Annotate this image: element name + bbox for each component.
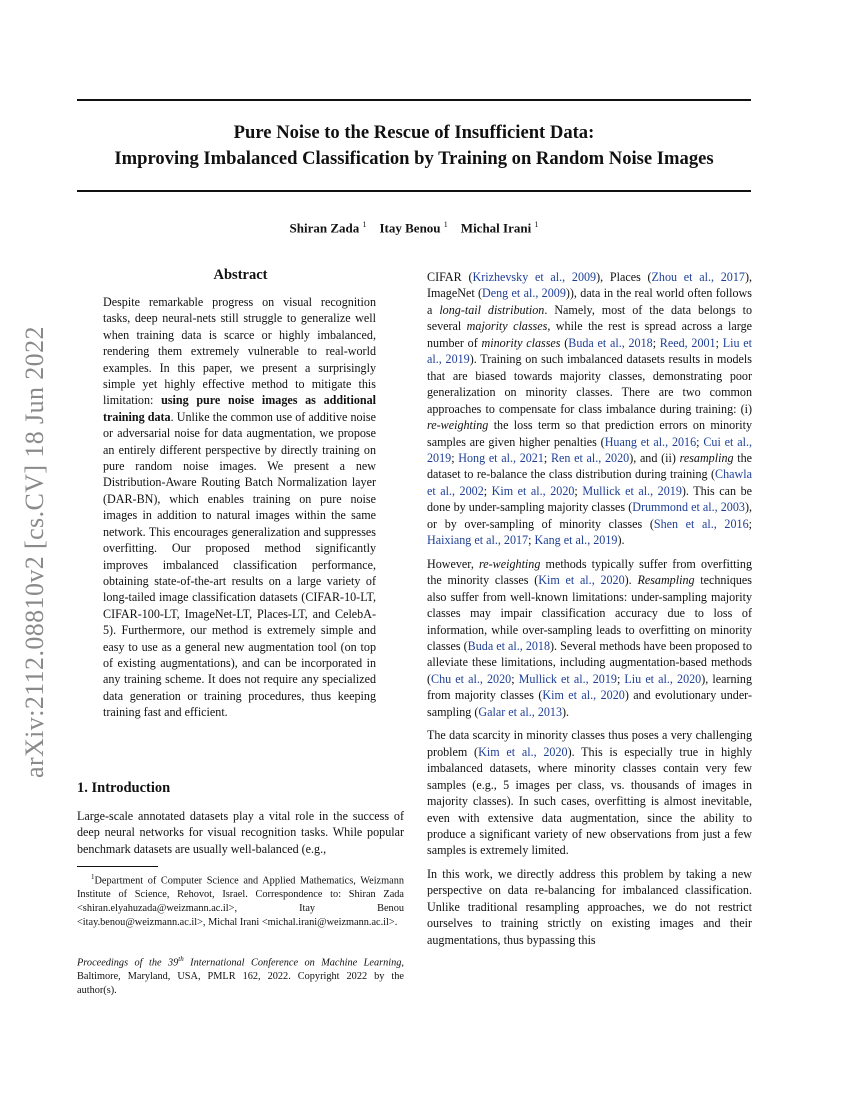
right-paragraph <box>427 866 752 948</box>
proceedings-italic: International Conference on Machine Learning <box>183 957 402 969</box>
citation-link[interactable]: Mullick et al., 2019 <box>518 671 617 686</box>
citation-link[interactable]: Liu et al., 2020 <box>624 671 702 686</box>
author-name: Itay Benou <box>379 220 441 236</box>
citation-link[interactable]: Ren et al., 2020 <box>550 450 630 465</box>
body-text: ; <box>543 450 551 465</box>
body-text: ; <box>715 335 723 350</box>
citation-link[interactable]: Zhou et al., 2017 <box>651 270 745 284</box>
author-affiliation-mark: 1 <box>443 220 448 229</box>
author-name: Michal Irani <box>460 220 532 236</box>
proceedings-italic: Proceedings of the <box>77 957 168 969</box>
emphasized-term: re-weighting <box>427 418 489 433</box>
body-text: techniques also suffer from well-known limitations: under-sampling majority classes may impair classification accuracy due to loss of information, while over-sampling leads to overfitting on minority classes ( <box>427 573 752 653</box>
author-affiliation-mark: 1 <box>534 220 539 229</box>
body-text: ). This can be done by under-sampling majority classes ( <box>427 483 752 515</box>
abstract-heading: Abstract <box>213 267 268 283</box>
citation-link[interactable]: Reed, 2001 <box>659 335 716 350</box>
citation-link[interactable]: Mullick et al., 2019 <box>582 483 682 498</box>
affiliation-footnote <box>77 870 404 930</box>
author-name: Shiran Zada <box>289 220 360 236</box>
citation-link[interactable]: Kim et al., 2020 <box>478 744 568 759</box>
body-text: the dataset to re-balance the class distribution during training ( <box>427 450 753 482</box>
abstract-bold-text: using pure noise images as additional training data <box>103 393 376 424</box>
body-text: ), Places ( <box>596 270 652 284</box>
body-text: )), data in the real world often follows a <box>427 286 752 317</box>
emphasized-term: majority classes <box>466 319 548 334</box>
body-text: ; <box>748 516 752 531</box>
title-bottom-rule <box>77 190 751 192</box>
proceedings-superscript: th <box>178 955 184 963</box>
body-text: ; <box>511 671 519 686</box>
body-text: , while the rest is spread across a large number of <box>427 319 752 350</box>
citation-link[interactable]: Chu et al., 2020 <box>431 671 512 686</box>
body-text: ). <box>624 573 638 588</box>
intro-paragraph: Large-scale annotated datasets play a vital role in the success of deep neural networks for visual recognition tasks. While popular benchmark datasets are usually well-balanced (e.g., <box>77 809 404 856</box>
citation-link[interactable]: Buda et al., 2018 <box>467 638 551 653</box>
body-text: ( <box>560 335 569 350</box>
proceedings-notice <box>77 952 404 998</box>
title-line-2: Improving Imbalanced Classification by Training on Random Noise Images <box>114 148 714 169</box>
right-paragraph <box>427 269 752 549</box>
body-text: ; <box>574 483 583 498</box>
abstract-text: Despite remarkable progress on visual recognition tasks, deep neural-nets still struggle to generalize well when training data is scarce or highly imbalanced, rendering them extremely vulnerable to real-world examples. In this paper, we present a surprisingly simple yet highly effective method to mitigate this limitation: <box>103 295 376 408</box>
body-text: ; <box>652 335 660 350</box>
citation-link[interactable]: Cui et al., 2019 <box>427 434 752 465</box>
author-affiliation-mark: 1 <box>362 220 367 229</box>
body-text: ), ImageNet ( <box>427 270 753 301</box>
footnote-rule <box>77 866 158 867</box>
body-text: In this work, we directly address this problem by taking a new perspective on data re-balancing for imbalanced classification. Unlike traditional resampling approaches, we do not restrict ourselves to training strictly on existing images and their augmentations, thus bypassing this <box>427 866 752 947</box>
citation-link[interactable]: Kim et al., 2020 <box>491 483 575 498</box>
section-heading-introduction: 1. Introduction <box>77 780 171 796</box>
abstract-body <box>103 294 376 721</box>
arxiv-identifier: arXiv:2112.08810v2 [cs.CV] 18 Jun 2022 <box>20 326 49 778</box>
body-text: ). <box>562 704 570 719</box>
proceedings-number: 39 <box>167 957 179 969</box>
emphasized-term: re-weighting <box>479 556 541 571</box>
body-text: . Namely, most of the data belongs to several <box>427 302 752 334</box>
footnote-mark: 1 <box>91 873 95 881</box>
proceedings-text: , Baltimore, Maryland, USA, PMLR 162, 2022. Copyright 2022 by the author(s). <box>77 957 404 997</box>
citation-link[interactable]: Hong et al., 2021 <box>458 450 544 465</box>
body-text: CIFAR ( <box>427 270 473 284</box>
introduction-left-column <box>77 808 404 857</box>
citation-link[interactable]: Kim et al., 2020 <box>538 573 625 588</box>
citation-link[interactable]: Buda et al., 2018 <box>568 335 653 350</box>
body-text: ), learning from majority classes ( <box>427 671 752 703</box>
title-top-rule <box>77 99 751 101</box>
citation-link[interactable]: Kang et al., 2019 <box>534 533 618 548</box>
right-paragraph <box>427 556 752 721</box>
body-text: ), and (ii) <box>629 450 680 465</box>
body-text: ; <box>451 450 459 465</box>
body-text: the loss term so that prediction errors on minority samples are given higher penalties ( <box>427 418 752 449</box>
citation-link[interactable]: Liu et al., 2019 <box>427 335 752 367</box>
citation-link[interactable]: Drummond et al., 2003 <box>632 500 745 515</box>
abstract-text: . Unlike the common use of additive noise or adversarial noise for data augmentation, we propose an entirely different perspective by directly training on pure random noise images. We present a new Distribution-Aware Routing Batch Normalization layer (DAR-BN), which enables training on pure noise images in addition to natural images within the same network. This encourages generalization and suppresses overfitting. Our proposed method significantly improves imbalanced classification performance, obtaining state-of-the-art results on a large variety of long-tailed image classification datasets (CIFAR-10-LT, CIFAR-100-LT, ImageNet-LT, Places-LT, and CelebA-5). Furthermore, our method is extremely simple and easy to use as a general new augmentation tool (on top of existing augmentations), and can be incorporated in any training scheme. It does not require any specialized data generation or training procedures, thus keeping training fast and efficient. <box>103 409 376 720</box>
body-text: ) and evolutionary under-sampling ( <box>427 688 752 719</box>
citation-link[interactable]: Chawla et al., 2002 <box>427 467 752 498</box>
emphasized-term: Resampling <box>637 573 695 588</box>
body-text: ). <box>617 533 625 548</box>
emphasized-term: minority classes <box>481 335 561 350</box>
abstract-paragraph <box>103 294 376 721</box>
body-text: ). This is especially true in highly imbalanced datasets, where minority classes contain very few samples (e.g., 5 images per class, vs. thousands of images in majority classes). In such cases, overfitting is almost inevitable, even with extensive data augmentation, since the ability to produce a significant variety of new observations from just a few samples is extremely limited. <box>427 744 753 858</box>
body-text: ). Training on such imbalanced datasets results in models that are biased towards majority classes, demonstrating poor generalization on minority classes. There are two common approaches to compensate for class imbalance during training: (i) <box>427 352 752 416</box>
author-list <box>77 220 751 236</box>
body-text: ; <box>483 483 492 498</box>
body-text: However, <box>427 556 480 571</box>
citation-link[interactable]: Galar et al., 2013 <box>478 704 563 719</box>
body-text: ; <box>528 533 535 548</box>
paper-title <box>77 120 751 172</box>
body-text: The data scarcity in minority classes thus poses a very challenging problem ( <box>427 728 752 759</box>
citation-link[interactable]: Krizhevsky et al., 2009 <box>472 270 597 284</box>
citation-link[interactable]: Huang et al., 2016 <box>604 434 697 449</box>
citation-link[interactable]: Haixiang et al., 2017 <box>427 533 529 548</box>
body-text: methods typically suffer from overfitting the minority classes ( <box>427 556 752 588</box>
citation-link[interactable]: Deng et al., 2009 <box>482 286 566 301</box>
body-text: ; <box>616 671 625 686</box>
footnote-text: Department of Computer Science and Applied Mathematics, Weizmann Institute of Science, Rehovot, Israel. Correspondence to: Shiran Zada <shiran.elyahuzada@weizmann.ac.il>, Itay Benou <itay.benou@weizmann.ac.il>, Michal Irani <michal.irani@weizmann.ac.il>. <box>77 875 404 929</box>
body-text: ; <box>696 434 704 449</box>
emphasized-term: resampling <box>679 450 734 465</box>
citation-link[interactable]: Shen et al., 2016 <box>653 516 749 531</box>
body-text: ). Several methods have been proposed to alleviate these limitations, including augmentation-based methods ( <box>427 638 752 686</box>
body-text: ), or by over-sampling of minority classes ( <box>427 500 752 531</box>
introduction-right-column <box>427 269 752 948</box>
right-paragraph <box>427 727 752 859</box>
emphasized-term: long-tail distribution <box>439 302 545 317</box>
citation-link[interactable]: Kim et al., 2020 <box>542 688 625 703</box>
title-line-1: Pure Noise to the Rescue of Insufficient Data: <box>233 122 595 143</box>
